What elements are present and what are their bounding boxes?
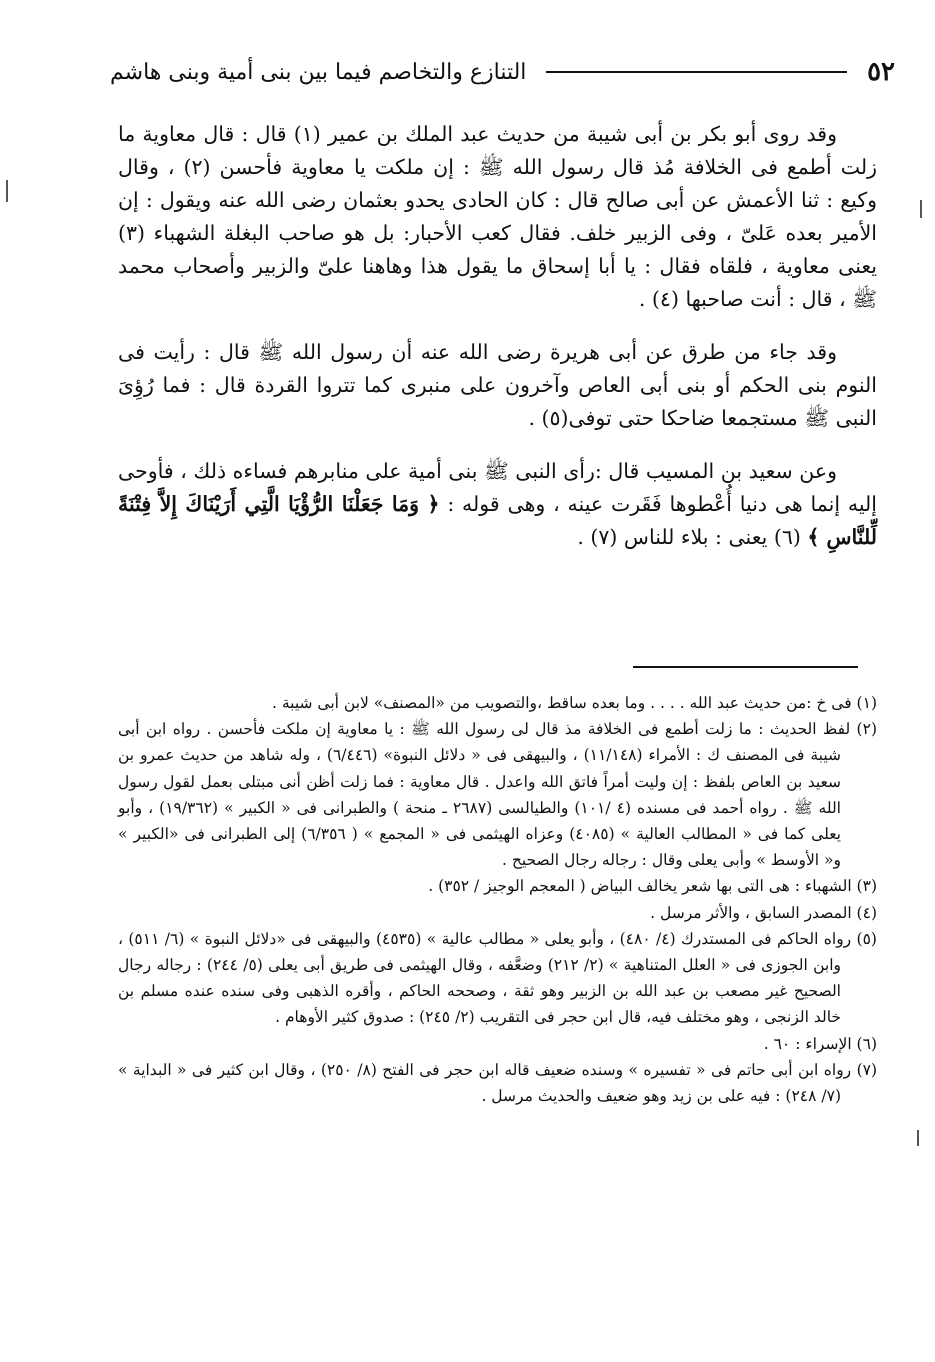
paragraph-text: (٦) يعنى : بلاء للناس (٧) . (577, 525, 808, 549)
footnote: (٥) رواه الحاكم فى المستدرك (٤/ ٤٨٠) ، وأبو يعلى « مطالب عالية » (٤٥٣٥) والبيهقى فى «دلائل النبوة » (٦/ ٥١١) ، وابن الجوزى فى « العلل المتناهية » (٢/ ٢١٢) وضعَّفه ، وقال الهيثمى فى طريق أبى يعلى (٥/ ٢٤٤) : رجاله رجال الصحيح غير مصعب بن عبد الله بن الزبير وهو ثقة ، وصححه الحاكم ، وأقره الذهبى وفى سنده عنده مسلم بن خالد الزنجى ، وهو مختلف فيه، قال ابن حجر فى التقريب (٢/ ٢٤٥) : صدوق كثير الأوهام . (118, 929, 877, 1027)
footnote: (٣) الشهباء : هى التى بها شعر يخالف البياض ( المعجم الوجيز / ٣٥٢) . (428, 877, 877, 896)
page-number: ٥٢ (867, 57, 895, 87)
footnote: (٦) الإسراء : ٦٠ . (763, 1034, 877, 1053)
scan-mark (6, 180, 8, 202)
quran-verse: ﴿ وَمَا جَعَلْنَا الرُّؤْيَا الَّتِي أَرَيْنَاكَ إِلاَّ فِتْنَةً لِّلنَّاسِ ﴾ (118, 492, 877, 549)
running-title: التنازع والتخاصم فيما بين بنى أمية وبنى هاشم (110, 59, 527, 85)
footnote: (٧) رواه ابن أبى حاتم فى « تفسيره » وسنده ضعيف قاله ابن حجر فى الفتح (٨/ ٢٥٠) ، وقال ابن كثير فى « البداية » (٧/ ٢٤٨) : فيه على بن زيد وهو ضعيف والحديث مرسل . (118, 1060, 878, 1106)
footnote: (٢) لفظ الحديث : ما زلت أطمع فى الخلافة مذ قال لى رسول الله ﷺ : يا معاوية إن ملكت فأحسن . رواه ابن أبى شيبة فى المصنف ك : الأمراء (١١/١٤٨) ، والبيهقى فى « دلائل النبوة» (٦/٤٤٦) ، وله شاهد من حديث عمرو بن سعيد بن العاص بلفظ : إن وليت أمراً فاتق الله واعدل . قال معاوية : فما زلت أظن أنى مبتلى بعمل لقول رسول الله ﷺ . رواه أحمد فى مسنده (٤ /١٠١) والطيالسى (٢٦٨٧ ـ منحة ) والطبرانى فى « الكبير » (١٩/٣٦٢) ، وأبو يعلى كما فى « المطالب العالية » (٤٠٨٥) وعزاه الهيثمى فى « المجمع » ( ٦/٣٥٦) إلى الطبرانى فى «الكبير » و« الأوسط » وأبى يعلى وقال : رجاله رجال الصحيح . (118, 720, 877, 870)
paragraph: وقد جاء من طرق عن أبى هريرة رضى الله عنه أن رسول الله ﷺ قال : رأيت فى النوم بنى الحكم أو بنى أبى العاص وآخرون على منبرى كما تتروا القردة قال : فما رُؤِىَ النبى ﷺ مستجمعا ضاحكا حتى توفى(٥) . (118, 340, 877, 430)
paragraph: وقد روى أبو بكر بن أبى شيبة من حديث عبد الملك بن عمير (١) قال : قال معاوية ما زلت أطمع فى الخلافة مُذ قال رسول الله ﷺ : إن ملكت يا معاوية فأحسن (٢) ، وقال وكيع : ثنا الأعمش عن أبى صالح قال : كان الحادى يحدو بعثمان رضى الله عنه ويقول : إن الأمير بعده عَلىّ ، وفى الزبير خلف. فقال كعب الأحبار: بل هو صاحب البغلة الشهباء (٣) يعنى معاوية ، فلقاه فقال : يا أبا إسحاق ما يقول هذا وهاهنا علىّ والزبير وأصحاب محمد ﷺ ، قال : أنت صاحبها (٤) . (118, 122, 877, 311)
footnotes (118, 690, 877, 1109)
page-header (110, 52, 895, 92)
paragraph (118, 455, 877, 554)
footnote: (٤) المصدر السابق ، والأثر مرسل . (650, 903, 877, 922)
header-rule (546, 71, 847, 73)
footnote: (١) فى خ :من حديث عبد الله . . . . وما بعده ساقط ،والتصويب من «المصنف» لابن أبى شيبة . (272, 694, 877, 712)
paragraph-text: وعن سعيد بن المسيب قال :رأى النبى ﷺ بنى أمية على منابرهم فساءه ذلك ، فأوحى إليه إنما هى دنيا أُعْطوها فَقَرت عينه ، وهى قوله : (118, 459, 877, 516)
scan-mark (920, 200, 922, 218)
scan-mark (917, 1130, 919, 1146)
footnote-separator (633, 666, 858, 668)
main-text (118, 118, 877, 574)
